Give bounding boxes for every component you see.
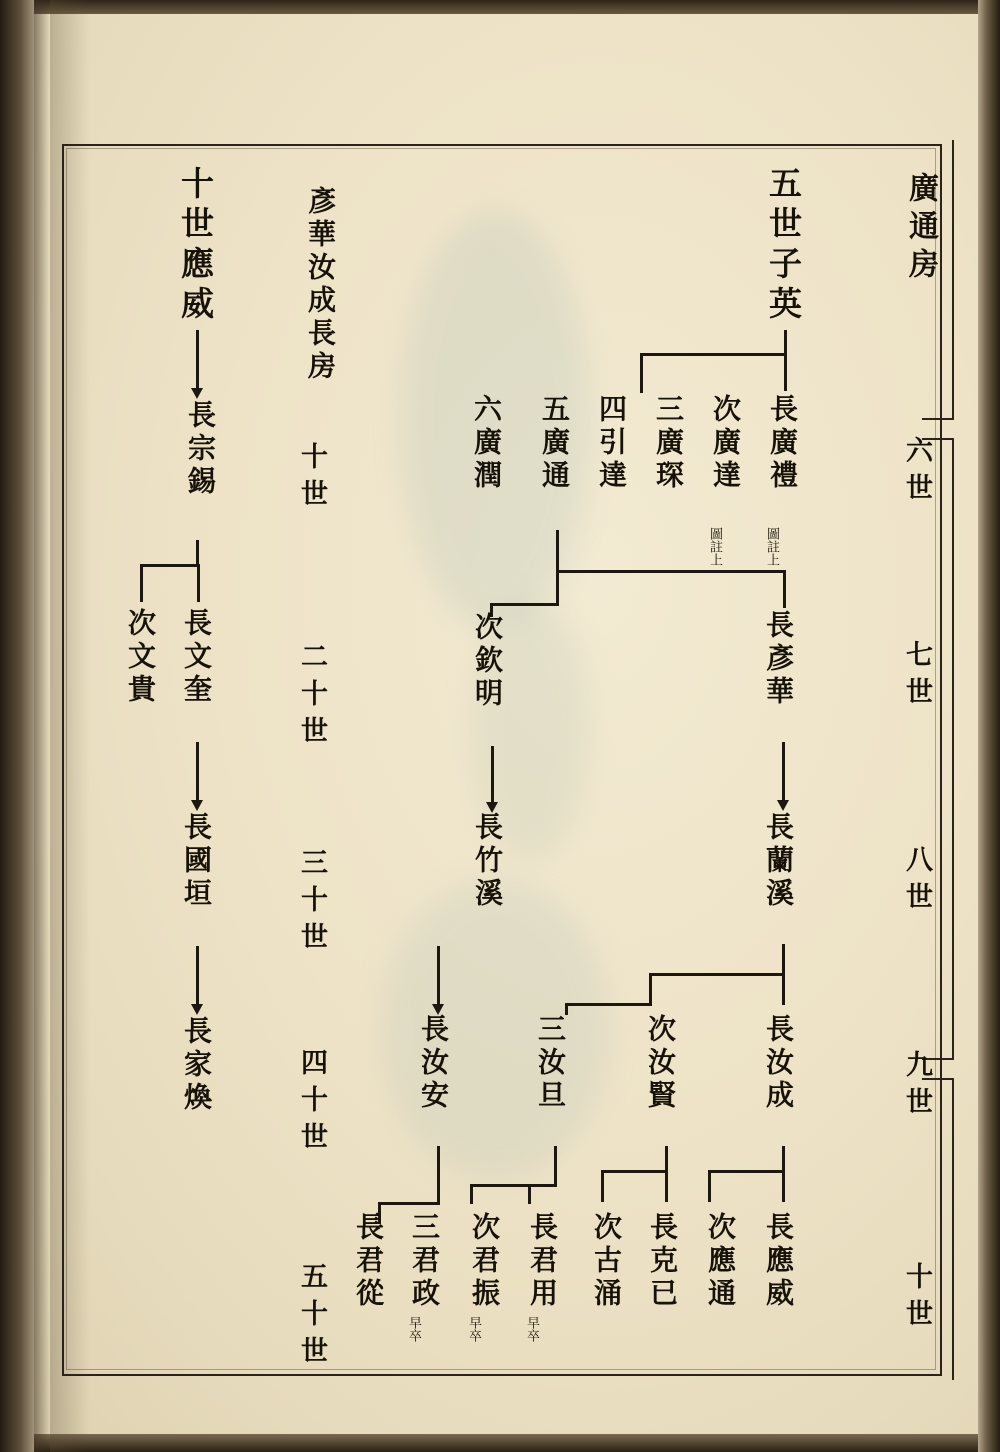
margin-rule: [952, 440, 954, 1060]
gen6-person-3: 三廣琛: [652, 394, 685, 493]
gen9-person-1: 長汝成: [762, 1014, 795, 1113]
gen6-person-2: 次廣達: [709, 394, 742, 493]
arrow-left-3: [191, 800, 203, 811]
line-gen9-1-drop: [782, 1146, 785, 1172]
gen6-person-5: 五廣通: [538, 394, 571, 493]
line-bus-right-drop: [784, 353, 787, 391]
page-edge-top: [0, 0, 1000, 14]
line-gen9-4-drop: [437, 1146, 440, 1204]
generation-label-6: 六世: [901, 436, 932, 510]
line-gen7-left-jog: [490, 603, 559, 606]
line-left-1: [196, 330, 199, 392]
line-gen7-2-to-gen8: [491, 746, 494, 806]
gen9-person-3: 三汝旦: [534, 1014, 567, 1113]
line-gen7-bus: [556, 570, 786, 573]
line-root-bus: [640, 353, 787, 356]
left-lineage-3: 長文奎: [180, 608, 213, 707]
left-lineage-4: 長國垣: [180, 812, 213, 911]
left-lineage-5: 長家煥: [180, 1016, 213, 1115]
left-lineage-2: 長宗錫: [184, 400, 217, 499]
line-gen10-bus-3-m: [528, 1184, 531, 1204]
line-gen9-3-drop2: [554, 1146, 557, 1186]
line-gen10-bus-3-l: [470, 1184, 473, 1204]
gen6-person-6: 六廣潤: [470, 394, 503, 493]
row-label-3: 三十世: [296, 848, 327, 959]
gen10-person-2: 次應通: [704, 1212, 737, 1311]
gen6-person-1-note: 圖註上: [764, 527, 779, 566]
gen10-person-7: 三君政: [408, 1212, 441, 1311]
line-gen10-bus-2: [601, 1170, 668, 1173]
line-gen9-2-drop: [665, 1146, 668, 1172]
line-gen10-bus-1-l: [708, 1170, 711, 1202]
line-left-fork-l: [140, 564, 143, 602]
gen6-person-4: 四引達: [595, 394, 628, 493]
line-gen8-1-drop: [782, 944, 785, 976]
line-gen9-bus-a: [649, 973, 785, 976]
line-gen6-5-drop: [556, 530, 559, 572]
gen8-person-2: 長竹溪: [471, 812, 504, 911]
gen7-person-1: 長彥華: [762, 610, 795, 709]
gen6-person-1: 長廣禮: [766, 394, 799, 493]
gen9-person-2: 次汝賢: [644, 1014, 677, 1113]
line-left-4: [196, 946, 199, 1008]
gen10-person-8: 長君從: [352, 1212, 385, 1311]
gen10-person-3: 長克已: [646, 1212, 679, 1311]
gen10-person-5-note: 早卒: [524, 1316, 539, 1342]
line-left-2-drop: [196, 540, 199, 566]
line-gen9-bus-a-right: [782, 973, 785, 1005]
row-label-4: 四十世: [296, 1048, 327, 1159]
generation-label-10: 十世: [901, 1262, 932, 1336]
gen10-person-5: 長君用: [526, 1212, 559, 1311]
line-left-fork: [140, 564, 200, 567]
gen7-person-2: 次欽明: [471, 612, 504, 711]
line-gen7-left-drop: [556, 570, 559, 606]
arrow-left-4: [191, 1004, 203, 1015]
root-ancestor: 五世子英: [764, 166, 803, 326]
line-gen7-right-drop: [783, 570, 786, 608]
generation-label-8: 八世: [901, 845, 932, 919]
left-lineage-title: 十世應威: [176, 166, 215, 326]
line-gen10-bus-4: [378, 1202, 440, 1205]
line-gen8-2-drop: [437, 946, 440, 1008]
row-label-5: 五十世: [296, 1262, 327, 1373]
line-bus-left-drop: [640, 353, 643, 393]
gen9-person-4: 長汝安: [417, 1014, 450, 1113]
branch-title: 彥華汝成長房: [304, 186, 337, 384]
gen6-person-2-note: 圖註上: [707, 527, 722, 566]
row-label-2: 二十世: [296, 642, 327, 753]
book-spine: [0, 0, 34, 1452]
line-gen10-bus-2-l: [601, 1170, 604, 1202]
line-gen9-bus-a-left: [649, 973, 652, 1005]
arrow-gen8-1: [777, 800, 789, 811]
arrow-left-1: [191, 388, 203, 399]
gen10-person-1: 長應威: [762, 1212, 795, 1311]
line-gen7-1-to-gen8: [782, 742, 785, 804]
gen10-person-6: 次君振: [468, 1212, 501, 1311]
line-gen10-bus-2-r: [665, 1170, 668, 1202]
line-gen10-bus-1-r: [782, 1170, 785, 1202]
row-label-1: 十世: [296, 442, 327, 516]
left-extra-1: 次文貴: [124, 608, 157, 707]
gen10-person-4: 次古涌: [590, 1212, 623, 1311]
gutter-shadow: [34, 0, 50, 1452]
gen10-person-7-note: 早卒: [406, 1316, 421, 1342]
line-gen9-bus-a-ext: [565, 1003, 652, 1006]
line-left-3: [196, 742, 199, 804]
section-header: 廣通房: [903, 172, 938, 286]
line-gen10-bus-3: [470, 1184, 557, 1187]
margin-rule: [952, 1080, 954, 1380]
generation-label-9: 九世: [901, 1050, 932, 1124]
generation-label-7: 七世: [901, 640, 932, 714]
page-edge-bottom: [0, 1434, 1000, 1452]
gen8-person-1: 長蘭溪: [762, 812, 795, 911]
page-edge-right: [978, 0, 1000, 1452]
gen10-person-6-note: 早卒: [466, 1316, 481, 1342]
line-left-fork-r: [197, 564, 200, 602]
margin-rule: [952, 140, 954, 420]
line-gen10-bus-1: [708, 1170, 785, 1173]
